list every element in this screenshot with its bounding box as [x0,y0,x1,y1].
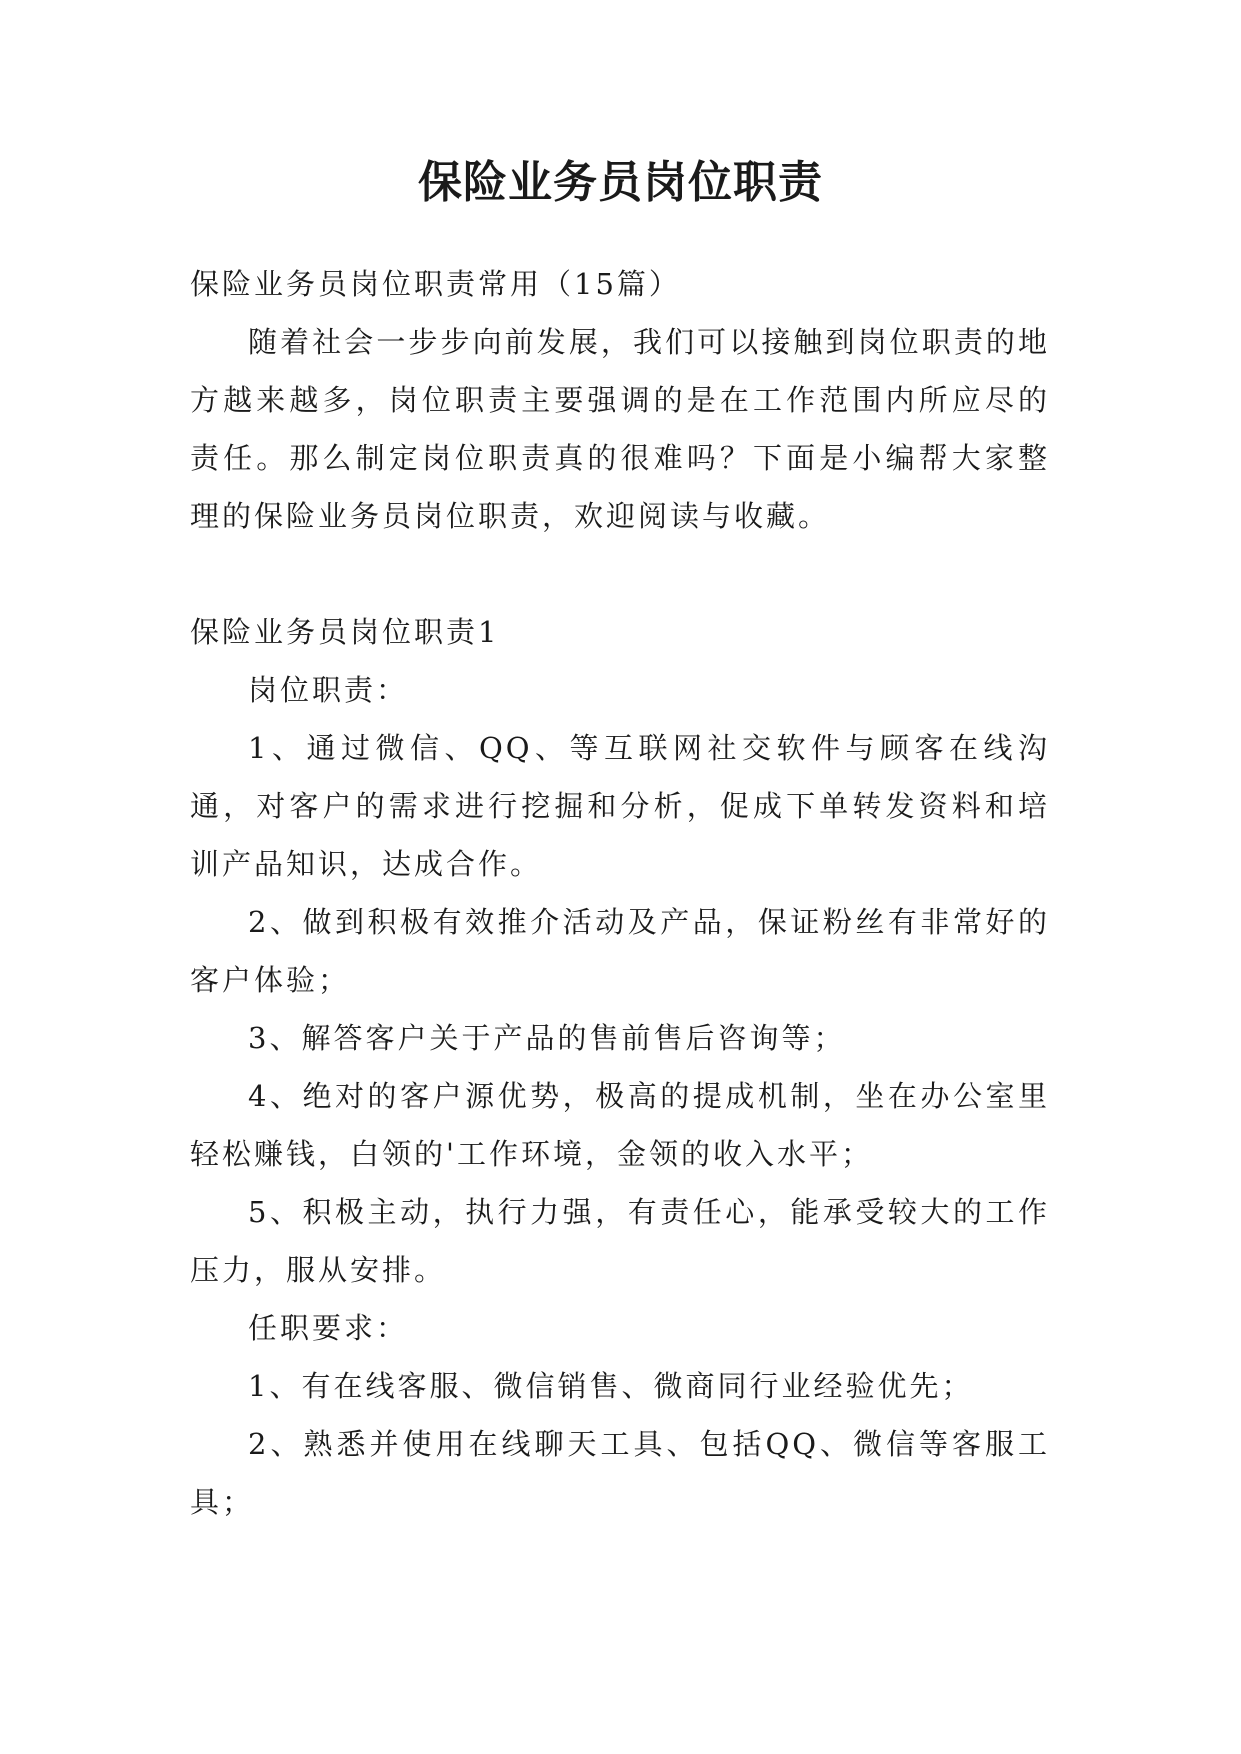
duty-item-2: 2、做到积极有效推介活动及产品，保证粉丝有非常好的客户体验； [190,905,1050,997]
document-title: 保险业务员岗位职责 [418,157,823,208]
duties-label: 岗位职责： [248,673,409,707]
requirement-item-2: 2、熟悉并使用在线聊天工具、包括QQ、微信等客服工具； [190,1427,1050,1519]
paragraph-gap [190,545,1050,603]
duty-item-4: 4、绝对的客户源优势，极高的提成机制，坐在办公室里轻松赚钱，白领的'工作环境，金领的收入水平； [190,1079,1050,1171]
duty-item-1: 1、通过微信、QQ、等互联网社交软件与顾客在线沟通，对客户的需求进行挖掘和分析，促成下单转发资料和培训产品知识，达成合作。 [190,731,1050,881]
requirements-label: 任职要求： [248,1311,409,1345]
duty-item-5: 5、积极主动，执行力强，有责任心，能承受较大的工作压力，服从安排。 [190,1195,1050,1287]
intro-paragraph: 随着社会一步步向前发展，我们可以接触到岗位职责的地方越来越多，岗位职责主要强调的是在工作范围内所应尽的责任。那么制定岗位职责真的很难吗？下面是小编帮大家整理的保险业务员岗位职责，欢迎阅读与收藏。 [190,325,1050,533]
document-body [190,255,1050,1531]
section-heading: 保险业务员岗位职责1 [190,615,500,649]
document-subtitle: 保险业务员岗位职责常用（15篇） [190,267,681,301]
requirement-item-1: 1、有在线客服、微信销售、微商同行业经验优先； [248,1369,974,1403]
duty-item-3: 3、解答客户关于产品的售前售后咨询等； [248,1021,846,1055]
